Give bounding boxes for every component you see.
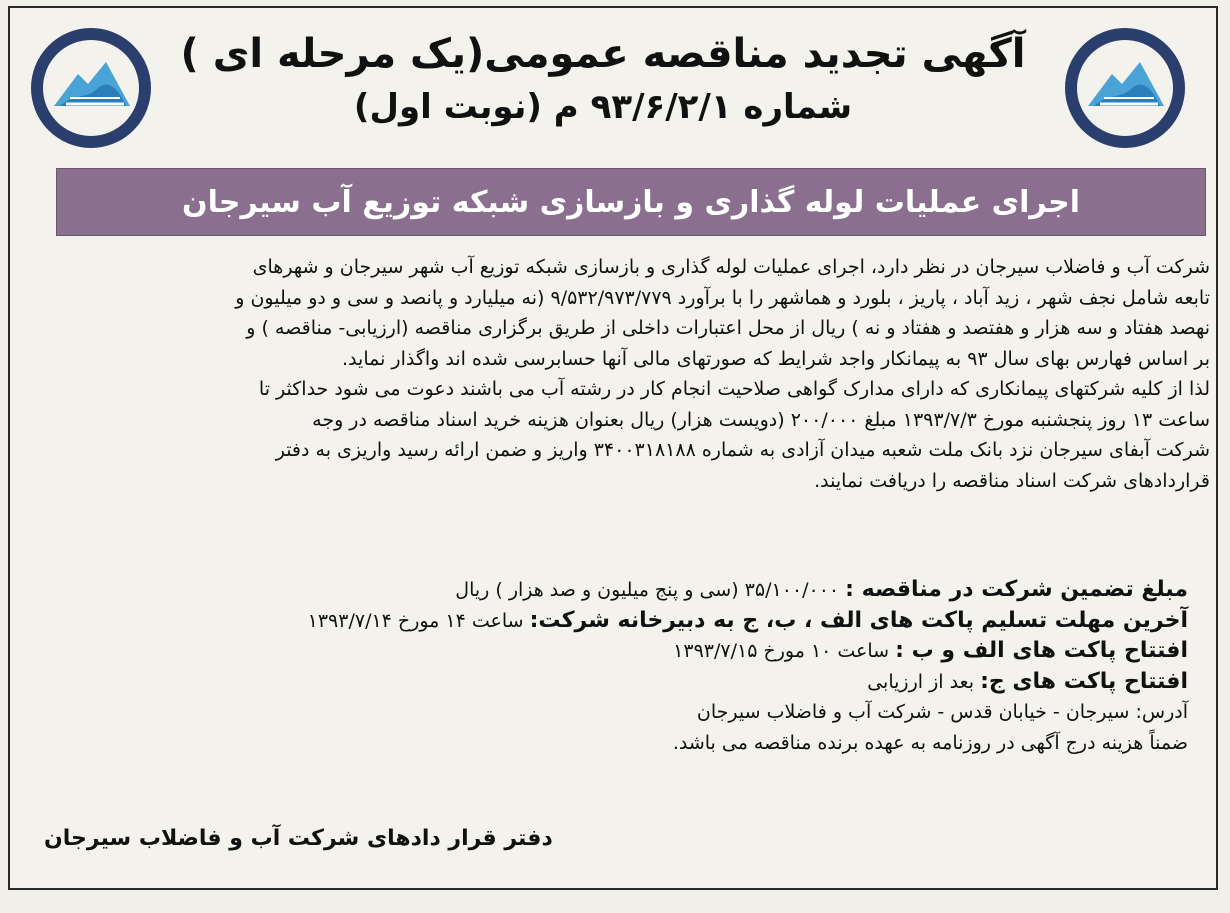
paragraph-line: شرکت آب و فاضلاب سیرجان در نظر دارد، اجرای عملیات لوله گذاری و بازسازی شبکه توزیع آب شهر سیرجان و شهرهای — [252, 256, 1210, 278]
tender-details — [22, 575, 1188, 758]
opening-c-line — [22, 667, 1188, 698]
guarantee-line — [22, 575, 1188, 606]
paragraph-1 — [44, 252, 1210, 374]
opening-c-value: بعد از ارزیابی — [867, 670, 975, 693]
project-banner — [56, 168, 1206, 236]
guarantee-label: مبلغ تضمین شرکت در مناقصه : — [845, 577, 1188, 602]
opening-c-label: افتتاح پاکت های ج: — [980, 668, 1188, 694]
signature: دفتر قرار دادهای شرکت آب و فاضلاب سیرجان — [44, 826, 553, 851]
paragraph-line: ساعت ۱۳ روز پنجشنبه مورخ ۱۳۹۳/۷/۳ مبلغ ۲۰۰/۰۰۰ (دویست هزار) ریال بعنوان هزینه خرید اسناد مناقصه در وجه — [312, 408, 1210, 431]
paragraph-line: لذا از کلیه شرکتهای پیمانکاری که دارای مدارک گواهی صلاحیت انجام کار در رشته آب می باشند دعوت می شود حداکثر تا — [258, 378, 1210, 400]
notice-frame — [8, 6, 1218, 890]
deadline-value: ساعت ۱۴ مورخ ۱۳۹۳/۷/۱۴ — [307, 609, 524, 632]
deadline-line — [22, 606, 1188, 637]
paragraph-line: تابعه شامل نجف شهر ، زید آباد ، پاریز ، بلورد و هماشهر را با برآورد ۹/۵۳۲/۹۷۳/۷۷۹ (نه میلیارد و پانصد و سی و دو میلیون و — [235, 286, 1210, 309]
paragraph-line: نهصد هفتاد و سه هزار و هفتصد و هفتاد و نه ) ریال از محل اعتبارات داخلی از طریق برگزاری مناقصه (ارزیابی- مناقصه ) و — [246, 317, 1210, 339]
paragraph-line: شرکت آبفای سیرجان نزد بانک ملت شعبه میدان آزادی به شماره ۳۴۰۰۳۱۸۱۸۸ واریز و ضمن ارائه رسید واریزی به دفتر — [275, 439, 1210, 461]
note-line: ضمناً هزینه درج آگهی در روزنامه به عهده برنده مناقصه می باشد. — [672, 731, 1188, 754]
paragraph-line: قراردادهای شرکت اسناد مناقصه را دریافت نمایند. — [814, 469, 1210, 492]
notice-body — [44, 252, 1210, 496]
paragraph-line: بر اساس فهارس بهای سال ۹۳ به پیمانکار واجد شرایط که صورتهای مالی آنها حسابرسی شده اند واگذار نماید. — [342, 347, 1210, 370]
opening-ab-value: ساعت ۱۰ مورخ ۱۳۹۳/۷/۱۵ — [673, 640, 890, 662]
title-line-1: آگهی تجدید مناقصه عمومی(یک مرحله ای ) — [180, 31, 1026, 77]
paragraph-2 — [44, 374, 1210, 496]
guarantee-value: ۳۵/۱۰۰/۰۰۰ (سی و پنج میلیون و صد هزار ) ریال — [455, 579, 840, 601]
opening-ab-line — [22, 636, 1188, 667]
address-line: آدرس: سیرجان - خیابان قدس - شرکت آب و فاضلاب سیرجان — [696, 701, 1188, 723]
water-company-logo-icon — [26, 22, 156, 148]
water-company-logo-icon — [1060, 22, 1190, 148]
banner-text: اجرای عملیات لوله گذاری و بازسازی شبکه توزیع آب سیرجان — [181, 184, 1080, 220]
opening-ab-label: افتتاح پاکت های الف و ب : — [895, 638, 1188, 663]
title-line-2: شماره ۹۳/۶/۲/۱ م (نوبت اول) — [353, 87, 853, 127]
notice-title — [180, 26, 1026, 132]
deadline-label: آخرین مهلت تسلیم پاکت های الف ، ب، ج به دبیرخانه شرکت: — [529, 607, 1188, 633]
